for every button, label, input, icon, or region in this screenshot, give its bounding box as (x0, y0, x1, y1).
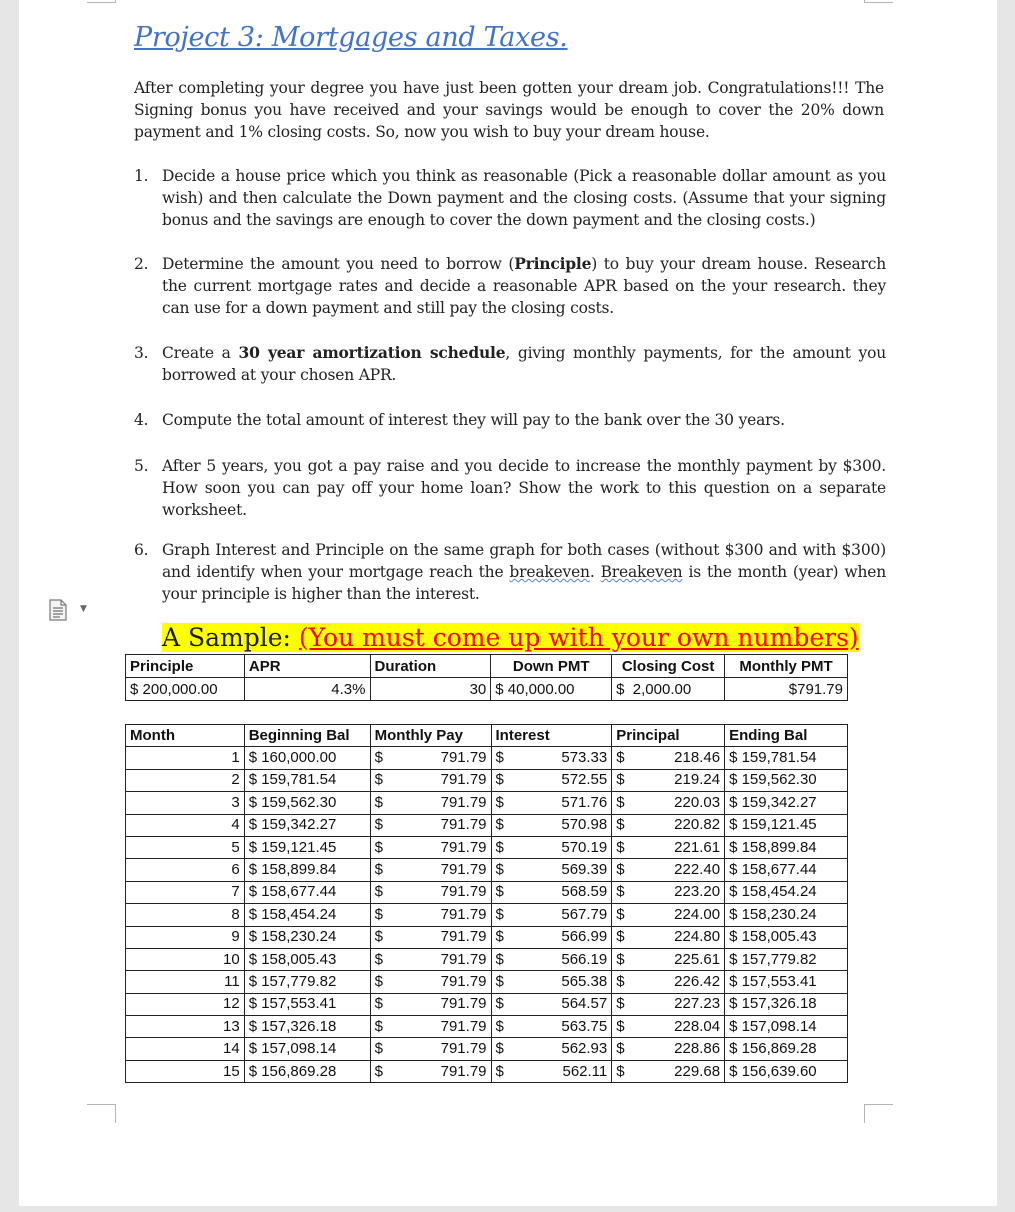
interest-cell: $ 571.76 (491, 792, 612, 814)
summary-down-pmt: $ 40,000.00 (491, 678, 612, 701)
principal-cell: $ 220.03 (612, 792, 725, 814)
month-cell: 10 (126, 948, 245, 970)
question-text: Determine the amount you need to borrow (Principle) to buy your dream house. Research the current mortgage rates and decide a reasonable APR based on the your research. they can use for a down payment and still pay the closing costs. (162, 254, 887, 317)
interest-cell: $ 562.11 (491, 1060, 612, 1082)
principal-cell: $ 220.82 (612, 814, 725, 836)
document-layout-icon[interactable] (48, 599, 68, 621)
question-text: Graph Interest and Principle on the same graph for both cases (without $300 and with $300) and identify when your mortgage reach the breakeven. Breakeven is the month (year) when your principle is higher than the interest. (162, 541, 886, 603)
sample-note: (You must come up with your own numbers) (298, 623, 859, 652)
summary-values-row (126, 678, 848, 701)
summary-principle: $ 200,000.00 (126, 678, 245, 701)
ending-bal-cell: $ 157,098.14 (725, 1016, 848, 1038)
question-4 (134, 409, 886, 431)
beginning-bal-cell: $ 160,000.00 (244, 747, 370, 769)
table-row (126, 814, 848, 836)
question-text: Decide a house price which you think as reasonable (Pick a reasonable dollar amount as you wish) and then calculate the Down payment and the closing costs. (Assume that your signing bonus and the savings are enough to cover the down payment and the closing costs.) (162, 167, 886, 229)
principal-cell: $ 224.80 (612, 926, 725, 948)
month-cell: 8 (126, 904, 245, 926)
question-text: After 5 years, you got a pay raise and you decide to increase the monthly payment by $300. How soon you can pay off your home loan? Show the work to this question on a separate worksheet. (162, 457, 886, 519)
sample-label: A Sample: (162, 623, 299, 652)
beginning-bal-cell: $ 158,677.44 (244, 881, 370, 903)
month-cell: 15 (126, 1060, 245, 1082)
question-text: Compute the total amount of interest they will pay to the bank over the 30 years. (162, 411, 785, 429)
interest-cell: $ 572.55 (491, 769, 612, 791)
principal-cell: $ 224.00 (612, 904, 725, 926)
ending-bal-cell: $ 158,677.44 (725, 859, 848, 881)
month-cell: 6 (126, 859, 245, 881)
table-row (126, 881, 848, 903)
ending-bal-cell: $ 159,562.30 (725, 769, 848, 791)
beginning-bal-cell: $ 159,781.54 (244, 769, 370, 791)
interest-cell: $ 573.33 (491, 747, 612, 769)
beginning-bal-cell: $ 157,553.41 (244, 993, 370, 1015)
question-text: Create a 30 year amortization schedule, giving monthly payments, for the amount you borrowed at your chosen APR. (162, 343, 886, 384)
table-row (126, 948, 848, 970)
monthly-pay-cell: $ 791.79 (370, 792, 491, 814)
crop-mark-bottom-left (87, 1104, 116, 1123)
interest-cell: $ 564.57 (491, 993, 612, 1015)
interest-cell: $ 563.75 (491, 1016, 612, 1038)
month-cell: 7 (126, 881, 245, 903)
summary-table (125, 654, 848, 701)
table-row (126, 1016, 848, 1038)
ending-bal-cell: $ 158,230.24 (725, 904, 848, 926)
summary-duration: 30 (370, 678, 491, 701)
table-row (126, 769, 848, 791)
principal-cell: $ 221.61 (612, 836, 725, 858)
question-6 (134, 539, 886, 605)
monthly-pay-cell: $ 791.79 (370, 769, 491, 791)
interest-cell: $ 566.19 (491, 948, 612, 970)
principal-cell: $ 228.86 (612, 1038, 725, 1060)
principal-cell: $ 228.04 (612, 1016, 725, 1038)
principal-cell: $ 222.40 (612, 859, 725, 881)
summary-closing-cost: $ 2,000.00 (612, 678, 725, 701)
beginning-bal-cell: $ 158,454.24 (244, 904, 370, 926)
principal-cell: $ 223.20 (612, 881, 725, 903)
monthly-pay-cell: $ 791.79 (370, 859, 491, 881)
ending-bal-cell: $ 158,454.24 (725, 881, 848, 903)
principal-cell: $ 227.23 (612, 993, 725, 1015)
ending-bal-cell: $ 159,342.27 (725, 792, 848, 814)
monthly-pay-cell: $ 791.79 (370, 747, 491, 769)
question-1 (134, 165, 886, 231)
ending-bal-cell: $ 159,781.54 (725, 747, 848, 769)
summary-monthly-pmt: $791.79 (725, 678, 848, 701)
month-cell: 2 (126, 769, 245, 791)
question-2 (134, 253, 886, 319)
ending-bal-cell: $ 157,553.41 (725, 971, 848, 993)
ending-bal-cell: $ 159,121.45 (725, 814, 848, 836)
table-row (126, 971, 848, 993)
crop-mark-top-right (864, 0, 893, 3)
table-row (126, 993, 848, 1015)
month-cell: 1 (126, 747, 245, 769)
table-row (126, 792, 848, 814)
question-number: 6. (134, 541, 149, 559)
question-number: 4. (134, 411, 149, 429)
question-number: 1. (134, 167, 149, 185)
summary-apr: 4.3% (244, 678, 370, 701)
beginning-bal-cell: $ 159,342.27 (244, 814, 370, 836)
month-cell: 9 (126, 926, 245, 948)
beginning-bal-cell: $ 157,326.18 (244, 1016, 370, 1038)
interest-cell: $ 567.79 (491, 904, 612, 926)
amortization-table (125, 724, 848, 1083)
monthly-pay-cell: $ 791.79 (370, 1060, 491, 1082)
month-cell: 13 (126, 1016, 245, 1038)
month-cell: 4 (126, 814, 245, 836)
question-number: 5. (134, 457, 149, 475)
beginning-bal-cell: $ 157,098.14 (244, 1038, 370, 1060)
beginning-bal-cell: $ 156,869.28 (244, 1060, 370, 1082)
month-cell: 11 (126, 971, 245, 993)
ending-bal-cell: $ 158,005.43 (725, 926, 848, 948)
interest-cell: $ 568.59 (491, 881, 612, 903)
monthly-pay-cell: $ 791.79 (370, 948, 491, 970)
table-row (126, 904, 848, 926)
interest-cell: $ 569.39 (491, 859, 612, 881)
monthly-pay-cell: $ 791.79 (370, 971, 491, 993)
sample-heading (162, 623, 859, 652)
ending-bal-cell: $ 157,326.18 (725, 993, 848, 1015)
question-number: 2. (134, 255, 149, 273)
monthly-pay-cell: $ 791.79 (370, 814, 491, 836)
crop-mark-bottom-right (864, 1104, 893, 1123)
question-number: 3. (134, 344, 149, 362)
table-row (126, 1060, 848, 1082)
principal-cell: $ 226.42 (612, 971, 725, 993)
table-row (126, 747, 848, 769)
table-row (126, 836, 848, 858)
table-row (126, 926, 848, 948)
principal-cell: $ 225.61 (612, 948, 725, 970)
beginning-bal-cell: $ 158,005.43 (244, 948, 370, 970)
monthly-pay-cell: $ 791.79 (370, 904, 491, 926)
interest-cell: $ 570.98 (491, 814, 612, 836)
principal-cell: $ 218.46 (612, 747, 725, 769)
beginning-bal-cell: $ 159,562.30 (244, 792, 370, 814)
month-cell: 12 (126, 993, 245, 1015)
principal-cell: $ 219.24 (612, 769, 725, 791)
document-title: Project 3: Mortgages and Taxes. (134, 22, 568, 53)
monthly-pay-cell: $ 791.79 (370, 836, 491, 858)
monthly-pay-cell: $ 791.79 (370, 993, 491, 1015)
ending-bal-cell: $ 157,779.82 (725, 948, 848, 970)
interest-cell: $ 562.93 (491, 1038, 612, 1060)
caret-down-icon[interactable]: ▼ (80, 604, 87, 614)
ending-bal-cell: $ 156,639.60 (725, 1060, 848, 1082)
ending-bal-cell: $ 156,869.28 (725, 1038, 848, 1060)
summary-header-row: Principle APR Duration Down PMT Closing Cost Monthly PMT (126, 655, 848, 678)
table-row (126, 859, 848, 881)
beginning-bal-cell: $ 158,230.24 (244, 926, 370, 948)
interest-cell: $ 566.99 (491, 926, 612, 948)
monthly-pay-cell: $ 791.79 (370, 1016, 491, 1038)
principal-cell: $ 229.68 (612, 1060, 725, 1082)
beginning-bal-cell: $ 158,899.84 (244, 859, 370, 881)
monthly-pay-cell: $ 791.79 (370, 926, 491, 948)
monthly-pay-cell: $ 791.79 (370, 1038, 491, 1060)
monthly-pay-cell: $ 791.79 (370, 881, 491, 903)
schedule-header-row: Month Beginning Bal Monthly Pay Interest Principal Ending Bal (126, 725, 848, 747)
beginning-bal-cell: $ 159,121.45 (244, 836, 370, 858)
table-row (126, 1038, 848, 1060)
ending-bal-cell: $ 158,899.84 (725, 836, 848, 858)
month-cell: 14 (126, 1038, 245, 1060)
beginning-bal-cell: $ 157,779.82 (244, 971, 370, 993)
interest-cell: $ 565.38 (491, 971, 612, 993)
question-3 (134, 342, 886, 386)
month-cell: 3 (126, 792, 245, 814)
month-cell: 5 (126, 836, 245, 858)
interest-cell: $ 570.19 (491, 836, 612, 858)
intro-paragraph: After completing your degree you have just been gotten your dream job. Congratulations!!! The Signing bonus you have received and your savings would be enough to cover the 20% down payment and 1% closing costs. So, now you wish to buy your dream house. (134, 79, 884, 141)
crop-mark-top-left (87, 0, 116, 3)
question-5 (134, 455, 886, 521)
